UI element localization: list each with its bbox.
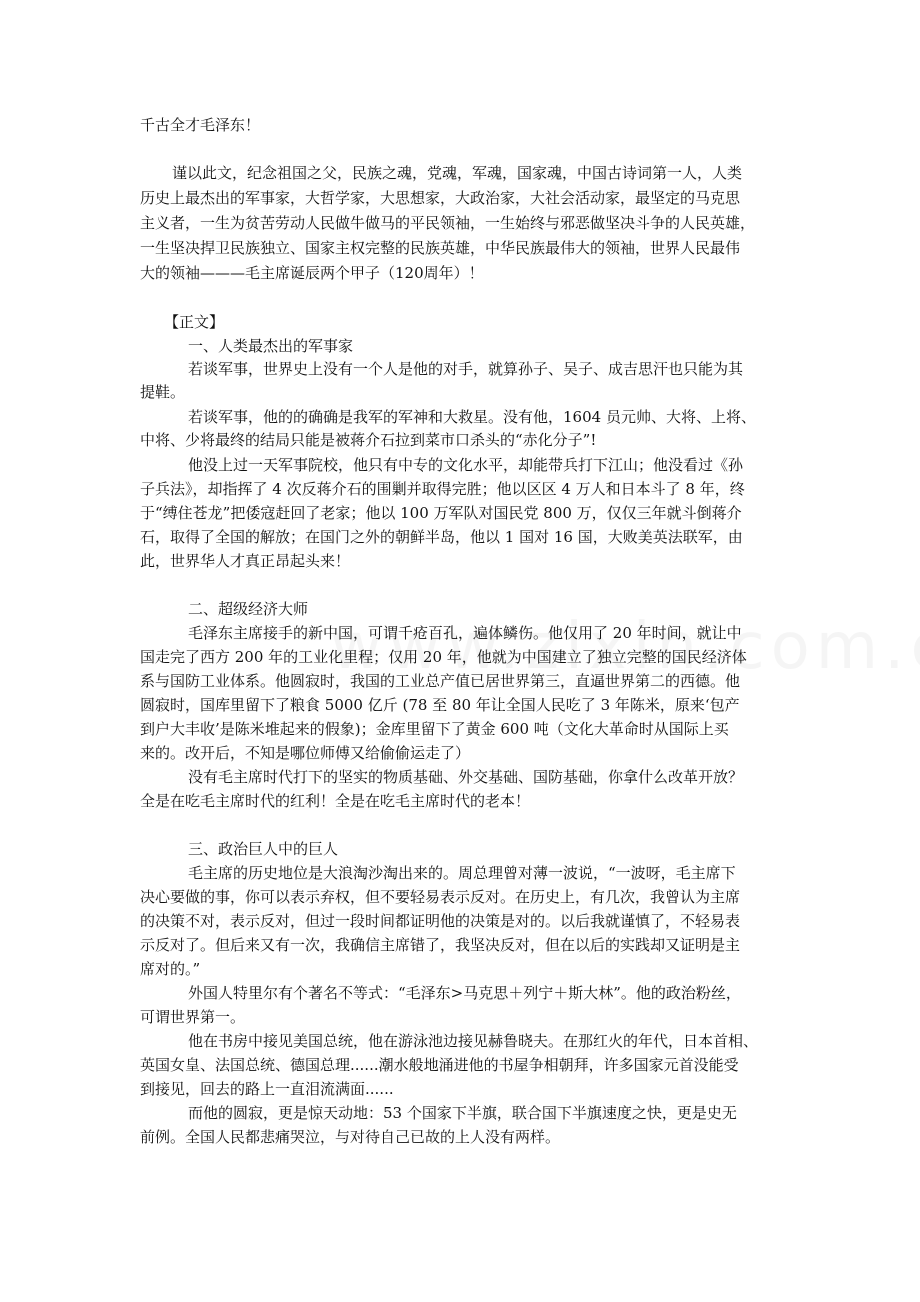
paragraph-line: 圆寂时，国库里留下了粮食 5000 亿斤 (78 至 80 年让全国人民吃了 3 年陈米，原来‘包产: [140, 696, 740, 714]
intro-line: 历史上最杰出的军事家，大哲学家，大思想家，大政治家，大社会活动家，最坚定的马克思: [140, 189, 741, 207]
paragraph-line: 若谈军事，他的的确确是我军的军神和大救星。没有他，1604 员元帅、大将、上将、: [188, 408, 756, 426]
paragraph-line: 于“缚住苍龙”把倭寇赶回了老家；他以 100 万军队对国民党 800 万，仅仅三年就斗倒蒋介: [140, 504, 742, 522]
paragraph-line: 席对的。”: [140, 960, 201, 978]
document-title: 千古全才毛泽东！: [140, 116, 261, 134]
paragraph-line: 他没上过一天军事院校，他只有中专的文化水平，却能带兵打下江山；他没看过《孙: [188, 456, 744, 474]
paragraph-line: 石，取得了全国的解放；在国门之外的朝鲜半岛，他以 1 国对 16 国，大败美英法联军，由: [140, 528, 743, 546]
section-heading: 三、政治巨人中的巨人: [188, 840, 339, 858]
paragraph-line: 来的。改开后，不知是哪位师傅又给偷偷运走了）: [140, 744, 471, 762]
paragraph-line: 外国人特里尔有个著名不等式：“毛泽东>马克思＋列宁＋斯大林”。他的政治粉丝，: [188, 984, 741, 1002]
paragraph-line: 英国女皇、法国总统、德国总理......潮水般地涌进他的书屋争相朝拜，许多国家元首没能受: [140, 1056, 739, 1074]
body-label: 【正文】: [164, 313, 225, 331]
paragraph-line: 毛泽东主席接手的新中国，可谓千疮百孔，遍体鳞伤。他仅用了 20 年时间，就让中: [188, 624, 742, 642]
paragraph-line: 中将、少将最终的结局只能是被蒋介石拉到菜市口杀头的“赤化分子”!: [140, 431, 597, 449]
paragraph-line: 前例。全国人民都悲痛哭泣，与对待自己已故的上人没有两样。: [140, 1128, 561, 1146]
paragraph-line: 决心要做的事，你可以表示弃权，但不要轻易表示反对。在历史上，有几次，我曾认为主席: [140, 888, 741, 906]
paragraph-line: 到接见，回去的路上一直泪流满面......: [140, 1080, 394, 1098]
section-heading: 一、人类最杰出的军事家: [188, 337, 354, 355]
paragraph-line: 国走完了西方 200 年的工业化里程；仅用 20 年，他就为中国建立了独立完整的国民经济体: [140, 648, 747, 666]
paragraph-line: 可谓世界第一。: [140, 1008, 246, 1026]
paragraph-line: 示反对了。但后来又有一次，我确信主席错了，我坚决反对，但在以后的实践却又证明是主: [140, 936, 741, 954]
paragraph-line: 此，世界华人才真正昂起头来！: [140, 552, 351, 570]
section-heading: 二、超级经济大师: [188, 600, 309, 618]
paragraph-line: 子兵法》，却指挥了 4 次反蒋介石的围剿并取得完胜；他以区区 4 万人和日本斗了 8 年，终: [140, 480, 745, 498]
intro-line: 大的领袖———毛主席诞辰两个甲子（120周年）！: [140, 264, 484, 282]
paragraph-line: 他在书房中接见美国总统，他在游泳池边接见赫鲁晓夫。在那红火的年代，日本首相、: [188, 1032, 759, 1050]
paragraph-line: 而他的圆寂，更是惊天动地：53 个国家下半旗，联合国下半旗速度之快，更是史无: [188, 1104, 737, 1122]
intro-line: 一生坚决捍卫民族独立、国家主权完整的民族英雄，中华民族最伟大的领袖，世界人民最伟: [140, 239, 741, 257]
paragraph-line: 提鞋。: [140, 383, 186, 401]
paragraph-line: 系与国防工业体系。他圆寂时，我国的工业总产值已居世界第三，直逼世界第二的西德。他: [140, 672, 741, 690]
paragraph-line: 的决策不对，表示反对，但过一段时间都证明他的决策是对的。以后我就谨慎了，不轻易表: [140, 912, 741, 930]
paragraph-line: 若谈军事，世界史上没有一个人是他的对手，就算孙子、吴子、成吉思汗也只能为其: [188, 360, 744, 378]
intro-line: 主义者，一生为贫苦劳动人民做牛做马的平民领袖，一生始终与邪恶做坚决斗争的人民英雄，: [140, 214, 756, 232]
paragraph-line: 全是在吃毛主席时代的红利！全是在吃毛主席时代的老本！: [140, 792, 531, 810]
intro-line: 谨以此文，纪念祖国之父，民族之魂，党魂，军魂，国家魂，中国古诗词第一人，人类: [172, 164, 743, 182]
paragraph-line: 毛主席的历史地位是大浪淘沙淘出来的。周总理曾对薄一波说，“一波呀，毛主席下: [188, 864, 736, 882]
paragraph-line: 没有毛主席时代打下的坚实的物质基础、外交基础、国防基础，你拿什么改革开放？: [188, 768, 744, 786]
paragraph-line: 到户大丰收’是陈米堆起来的假象)；金库里留下了黄金 600 吨（文化大革命时从国际上买: [140, 720, 729, 738]
